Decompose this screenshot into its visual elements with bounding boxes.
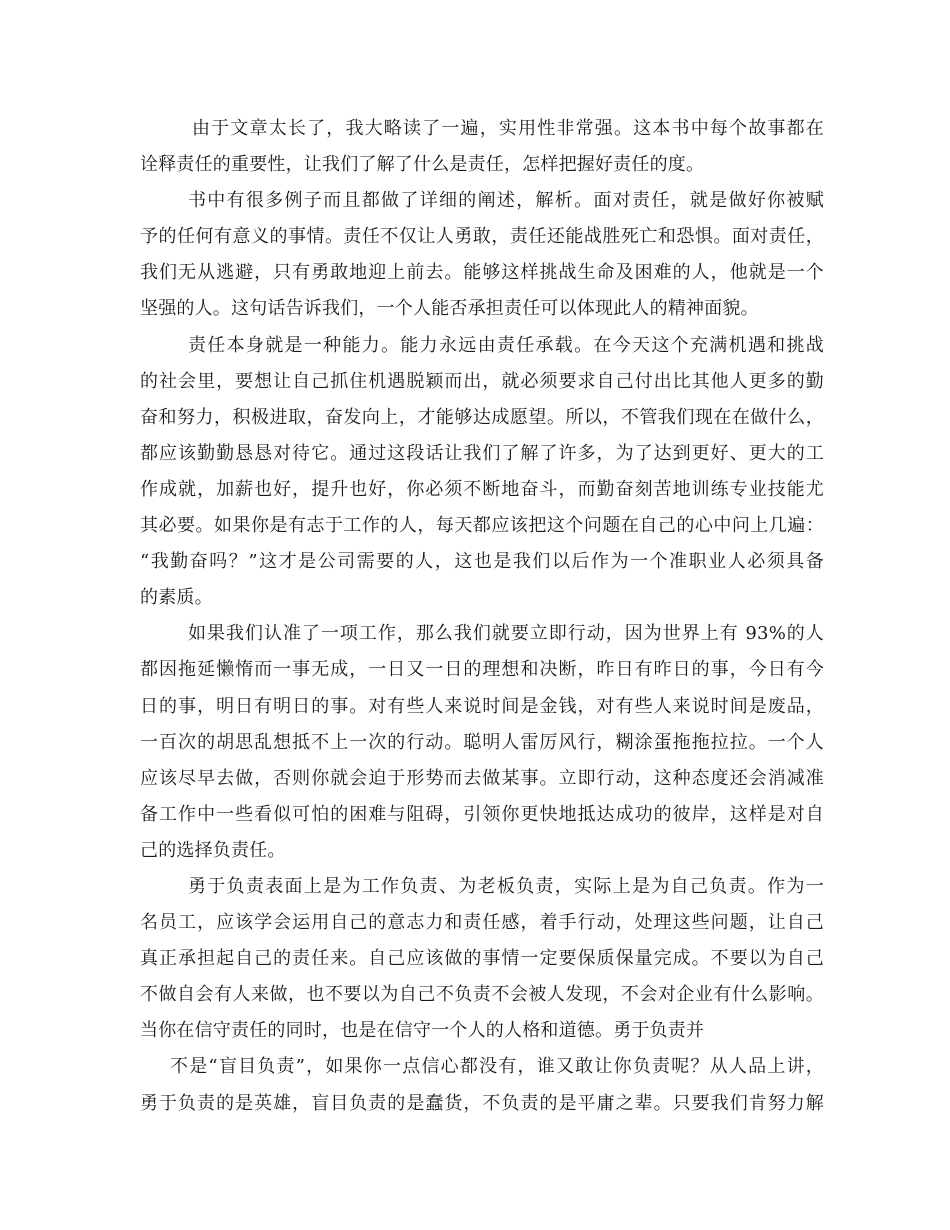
text-line: 诠释责任的重要性，让我们了解了什么是责任，怎样把握好责任的度。 — [140, 154, 705, 176]
text-line: 都因拖延懒惰而一事无成，一日又一日的理想和决断，昨日有昨日的事，今日有今 — [140, 659, 824, 681]
text-line: 当你在信守责任的同时，也是在信守一个人的人格和道德。勇于负责并 — [140, 1020, 705, 1042]
text-line: 勇于负责的是英雄，盲目负责的是蠢货，不负责的是平庸之辈。只要我们肯努力解 — [140, 1092, 824, 1114]
text-line: 书中有很多例子而且都做了详细的阐述，解析。面对责任，就是做好你被赋 — [188, 190, 824, 212]
text-line: 由于文章太长了，我大略读了一遍，实用性非常强。这本书中每个故事都在 — [192, 118, 824, 139]
text-line: 不做自会有人来做，也不要以为自己不负责不会被人发现，不会对企业有什么影响。 — [140, 984, 824, 1006]
text-line: 我们无从逃避，只有勇敢地迎上前去。能够这样挑战生命及困难的人，他就是一个 — [140, 262, 824, 284]
text-line: 作成就，加薪也好，提升也好，你必须不断地奋斗，而勤奋刻苦地训练专业技能尤 — [140, 478, 824, 500]
text-line: 的素质。 — [140, 587, 213, 609]
text-line: 名员工，应该学会运用自己的意志力和责任感，着手行动，处理这些问题，让自己 — [140, 912, 824, 934]
document-body — [140, 111, 824, 1122]
text-line: 坚强的人。这句话告诉我们，一个人能否承担责任可以体现此人的精神面貌。 — [140, 298, 759, 320]
text-line: 予的任何有意义的事情。责任不仅让人勇敢，责任还能战胜死亡和恐惧。面对责任， — [140, 226, 824, 248]
text-line: 勇于负责表面上是为工作负责、为老板负责，实际上是为自己负责。作为一 — [188, 875, 824, 897]
text-line: 真正承担起自己的责任来。自己应该做的事情一定要保质保量完成。不要以为自己 — [140, 948, 824, 970]
text-line: 不是“盲目负责”，如果你一点信心都没有，谁又敢让你负责呢？从人品上讲， — [170, 1056, 824, 1078]
text-line: 如果我们认准了一项工作，那么我们就要立即行动，因为世界上有 93%的人 — [188, 623, 824, 645]
text-line: 日的事，明日有明日的事。对有些人来说时间是金钱，对有些人来说时间是废品， — [140, 695, 824, 717]
text-line: 应该尽早去做，否则你就会迫于形势而去做某事。立即行动，这种态度还会消减准 — [140, 767, 824, 789]
text-line: 责任本身就是一种能力。能力永远由责任承载。在今天这个充满机遇和挑战 — [188, 334, 824, 356]
text-line: 其必要。如果你是有志于工作的人，每天都应该把这个问题在自己的心中问上几遍： — [140, 515, 824, 537]
text-line: 一百次的胡思乱想抵不上一次的行动。聪明人雷厉风行，糊涂蛋拖拖拉拉。一个人 — [140, 731, 824, 753]
text-line: 己的选择负责任。 — [140, 839, 286, 861]
text-line: 备工作中一些看似可怕的困难与阻碍，引领你更快地抵达成功的彼岸，这样是对自 — [140, 803, 824, 825]
text-line: “我勤奋吗？”这才是公司需要的人，这也是我们以后作为一个准职业人必须具备 — [140, 551, 824, 573]
text-line: 的社会里，要想让自己抓住机遇脱颖而出，就必须要求自己付出比其他人更多的勤 — [140, 370, 824, 392]
text-line: 都应该勤勤恳恳对待它。通过这段话让我们了解了许多，为了达到更好、更大的工 — [140, 442, 824, 464]
text-line: 奋和努力，积极进取，奋发向上，才能够达成愿望。所以，不管我们现在在做什么， — [140, 406, 824, 428]
